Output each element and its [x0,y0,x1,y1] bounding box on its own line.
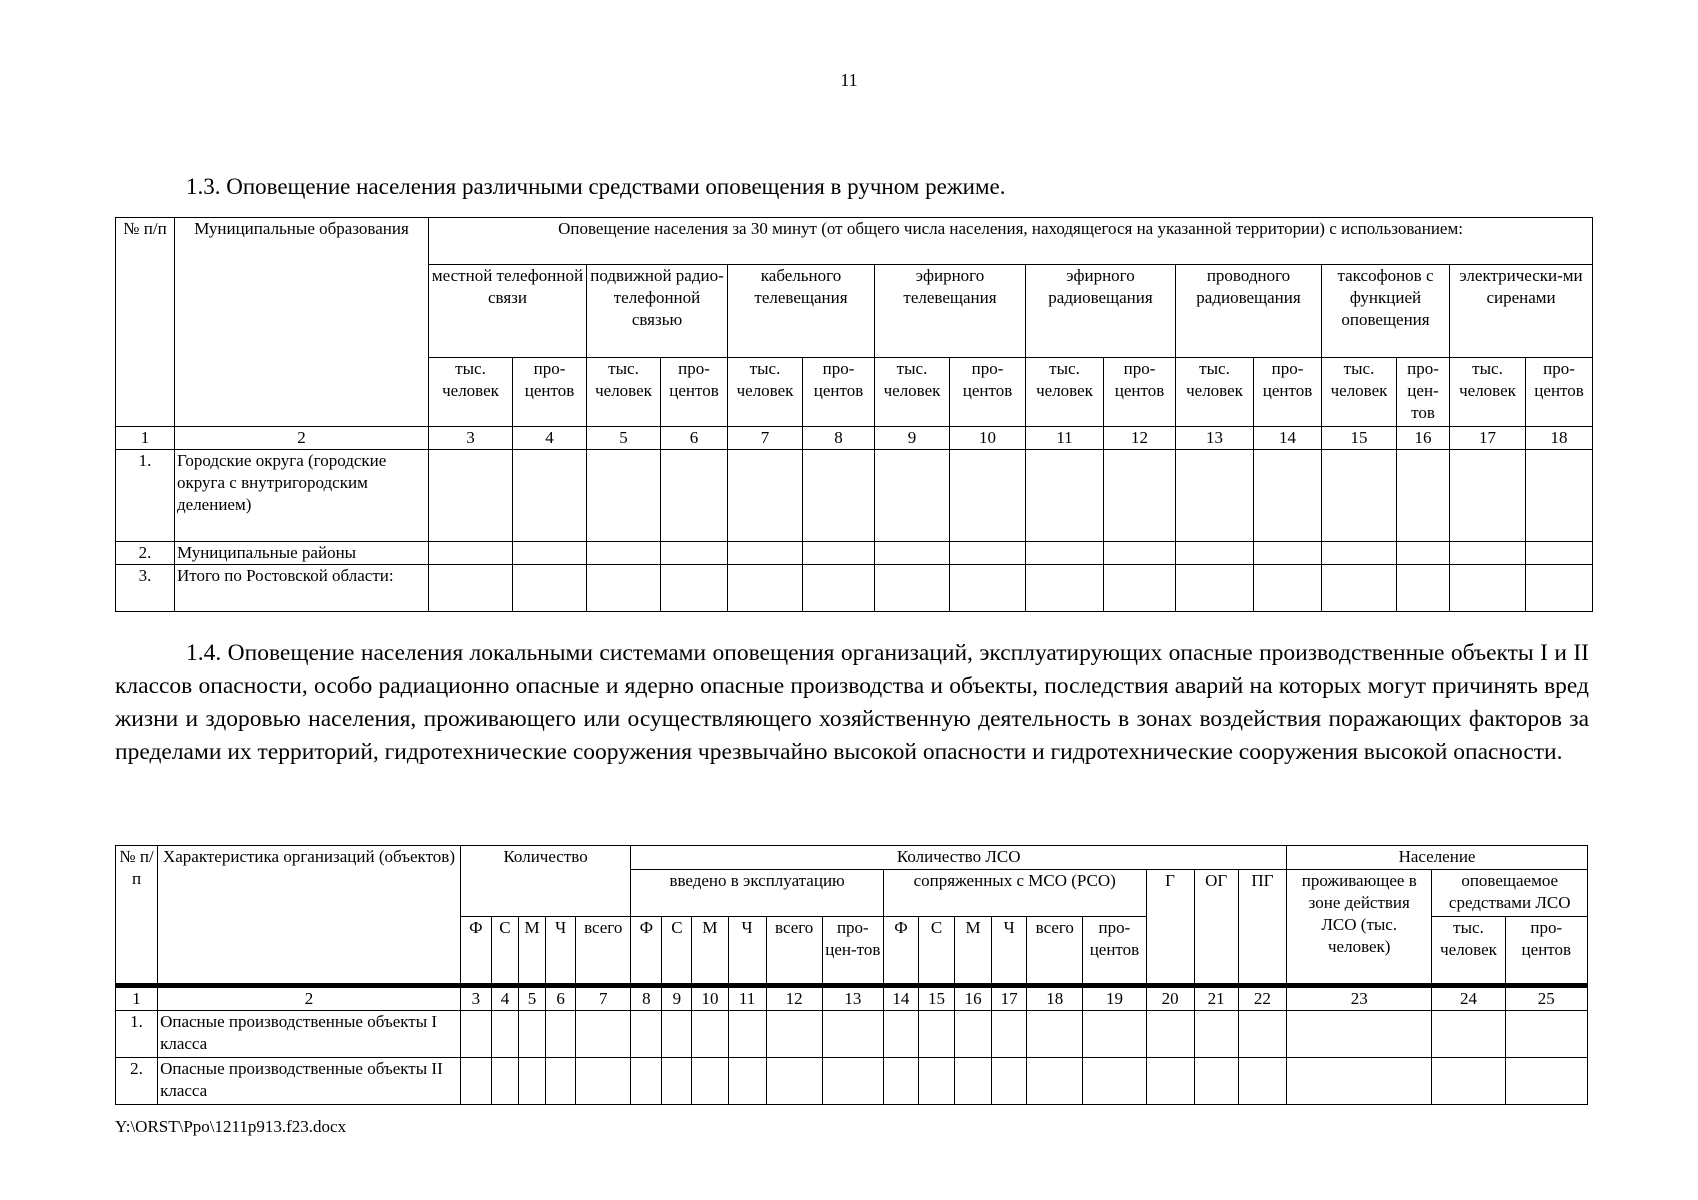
column-number-cell: 20 [1146,986,1194,1011]
section-1-3-title: 1.3. Оповещение населения различными средствами оповещения в ручном режиме. [186,174,1006,199]
col-group-header: Оповещение населения за 30 минут (от общего числа населения, находящегося на указанной территории) с использованием: [429,218,1593,265]
column-number-cell: 11 [1026,427,1104,450]
col-commissioned-header: введено в эксплуатацию [631,870,884,917]
page-number: 11 [840,70,858,90]
col-municipal-header: Муниципальные образования [175,218,429,427]
method-header: кабельного телевещания [728,265,875,358]
column-number-cell: 1 [116,986,158,1011]
sub-header-thousand: тыс. человек [1176,358,1254,427]
row-num: 3. [116,565,175,612]
sub-header-m: М [692,917,728,986]
row-name: Муниципальные районы [175,542,429,565]
row-name: Городские округа (городские округа с внутригородским делением) [175,450,429,542]
sub-header-thousand: тыс. человек [587,358,661,427]
sub-header-total: всего [576,917,631,986]
table-row [116,565,1593,612]
sub-header-thousand: тыс. человек [875,358,950,427]
method-header: местной телефонной связи [429,265,587,358]
sub-header-percent: про-центов [1254,358,1322,427]
table-row [116,450,1593,542]
sub-header-f: Ф [883,917,918,986]
method-header: эфирного телевещания [875,265,1026,358]
column-number-cell: 6 [546,986,576,1011]
sub-header-total: всего [766,917,822,986]
table-row [116,1058,1588,1105]
row-name: Опасные производственные объекты I класса [158,1011,461,1058]
column-number-cell: 4 [491,986,518,1011]
sub-header-thousand: тыс. человек [429,358,513,427]
column-number-cell: 3 [429,427,513,450]
column-numbers-row [116,986,1588,1011]
method-header: эфирного радиовещания [1026,265,1176,358]
sub-header-percent: про-центов [1505,917,1587,986]
column-number-cell: 9 [662,986,692,1011]
column-number-cell: 18 [1526,427,1593,450]
column-number-cell: 17 [992,986,1027,1011]
sub-header-thousand: тыс. человек [1432,917,1505,986]
method-header: таксофонов с функцией оповещения [1322,265,1450,358]
row-num: 1. [116,450,175,542]
table-1-3 [115,217,1593,612]
col-num-header: № п/п [116,218,175,427]
sub-header-ch: Ч [546,917,576,986]
method-header: электрически-ми сиренами [1450,265,1593,358]
sub-header-percent: про-центов [1104,358,1176,427]
col-notified-header: оповещаемое средствами ЛСО [1432,870,1588,917]
table-row [116,542,1593,565]
sub-header-s: С [918,917,954,986]
sub-header-percent: про-центов [1083,917,1146,986]
sub-header-percent: про-центов [1526,358,1593,427]
sub-header-m: М [955,917,992,986]
column-number-cell: 18 [1027,986,1083,1011]
sub-header-thousand: тыс. человек [728,358,803,427]
col-g-header: Г [1146,870,1194,986]
column-number-cell: 5 [587,427,661,450]
sub-header-percent: про-центов [803,358,875,427]
sub-header-percent: про-цен-тов [1397,358,1450,427]
col-num-header: № п/п [116,846,158,986]
sub-header-ch: Ч [992,917,1027,986]
method-header: проводного радиовещания [1176,265,1322,358]
column-number-cell: 16 [955,986,992,1011]
column-number-cell: 24 [1432,986,1505,1011]
sub-header-total: всего [1027,917,1083,986]
sub-header-m: М [519,917,546,986]
sub-header-percent: про-центов [661,358,728,427]
column-number-cell: 2 [175,427,429,450]
column-number-cell: 22 [1238,986,1286,1011]
sub-header-thousand: тыс. человек [1322,358,1397,427]
table-row [116,1011,1588,1058]
col-og-header: ОГ [1194,870,1238,986]
sub-header-thousand: тыс. человек [1450,358,1526,427]
column-number-cell: 14 [883,986,918,1011]
column-number-cell: 11 [728,986,766,1011]
column-numbers-row [116,427,1593,450]
row-num: 1. [116,1011,158,1058]
sub-header-percent: про-центов [513,358,587,427]
col-coupled-header: сопряженных с МСО (РСО) [883,870,1146,917]
sub-header-ch: Ч [728,917,766,986]
column-number-cell: 21 [1194,986,1238,1011]
col-population-header: Население [1287,846,1588,870]
column-number-cell: 10 [950,427,1026,450]
column-number-cell: 23 [1287,986,1432,1011]
column-number-cell: 16 [1397,427,1450,450]
column-number-cell: 5 [519,986,546,1011]
row-name: Опасные производственные объекты II класса [158,1058,461,1105]
column-number-cell: 7 [576,986,631,1011]
sub-header-s: С [491,917,518,986]
sub-header-f: Ф [460,917,491,986]
column-number-cell: 7 [728,427,803,450]
column-number-cell: 3 [460,986,491,1011]
row-num: 2. [116,1058,158,1105]
column-number-cell: 2 [158,986,461,1011]
column-number-cell: 13 [822,986,883,1011]
column-number-cell: 19 [1083,986,1146,1011]
row-num: 2. [116,542,175,565]
column-number-cell: 10 [692,986,728,1011]
column-number-cell: 8 [631,986,662,1011]
col-characteristic-header: Характеристика организаций (объектов) [158,846,461,986]
column-number-cell: 1 [116,427,175,450]
column-number-cell: 15 [1322,427,1397,450]
column-number-cell: 8 [803,427,875,450]
column-number-cell: 9 [875,427,950,450]
column-number-cell: 6 [661,427,728,450]
row-name: Итого по Ростовской области: [175,565,429,612]
column-number-cell: 25 [1505,986,1587,1011]
footer-file-path: Y:\ORST\Ppo\1211p913.f23.docx [115,1117,347,1136]
column-number-cell: 15 [918,986,954,1011]
sub-header-thousand: тыс. человек [1026,358,1104,427]
sub-header-percent: про-центов [950,358,1026,427]
sub-header-percent: про-цен-тов [822,917,883,986]
col-living-header: проживающее в зоне действия ЛСО (тыс. человек) [1287,870,1432,986]
sub-header-f: Ф [631,917,662,986]
column-number-cell: 14 [1254,427,1322,450]
column-number-cell: 12 [766,986,822,1011]
column-number-cell: 12 [1104,427,1176,450]
method-header: подвижной радио-телефонной связью [587,265,728,358]
column-number-cell: 13 [1176,427,1254,450]
section-1-4-paragraph: 1.4. Оповещение населения локальными системами оповещения организаций, эксплуатирующих опасные производственные объекты I и II классов опасности, особо радиационно опасные и ядерно опасные производства и объекты, последствия аварий на которых могут причинять вред жизни и здоровью населения, проживающего или осуществляющего хозяйственную деятельность в зонах воздействия поражающих факторов за пределами их территорий, гидротехнические сооружения чрезвычайно высокой опасности и гидротехнические сооружения высокой опасности. [115,640,1589,765]
sub-header-s: С [662,917,692,986]
column-number-cell: 17 [1450,427,1526,450]
table-1-4 [115,845,1588,1105]
col-pg-header: ПГ [1238,870,1286,986]
column-number-cell: 4 [513,427,587,450]
col-quantity-header: Количество [460,846,630,917]
col-lso-header: Количество ЛСО [631,846,1287,870]
